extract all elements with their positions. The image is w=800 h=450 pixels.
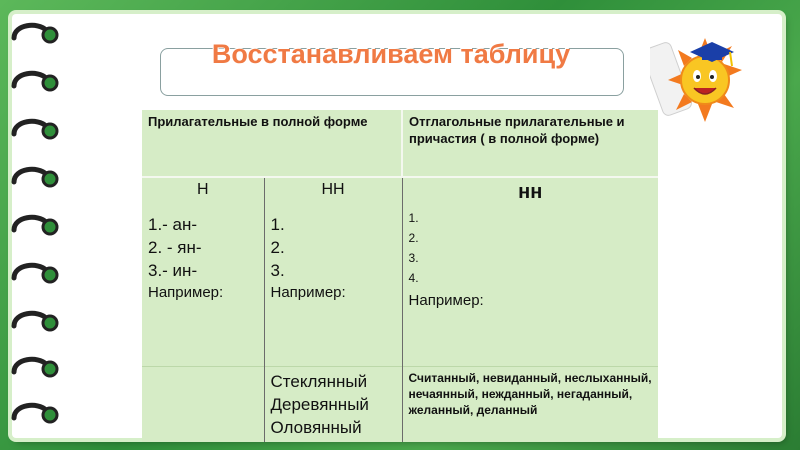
notebook-ring-icon	[8, 164, 64, 190]
participle-item: 1.	[408, 211, 419, 225]
n-suffix-cell	[142, 210, 264, 367]
nn-examples-cell	[264, 367, 402, 443]
notebook-ring-icon	[8, 308, 64, 334]
nn-example-label: Например:	[270, 284, 346, 301]
table-header-row	[142, 110, 658, 177]
nn-suffix-item: 2.	[270, 238, 285, 257]
slide-title: Восстанавливаем таблицу	[211, 39, 571, 69]
n-examples-cell	[142, 367, 264, 443]
participle-examples-text: Считанный, невиданный, неслыханный, нечаянный, нежданный, негаданный, желанный, деланный	[408, 371, 652, 417]
nn-example-word: Деревянный	[270, 395, 369, 414]
n-suffix-item: 3.- ин-	[148, 261, 198, 280]
notebook-ring-icon	[8, 400, 64, 426]
table-examples-row	[142, 367, 658, 443]
participle-item: 4.	[408, 271, 419, 285]
participle-example-label: Например:	[408, 292, 484, 309]
nn-example-word: Оловянный	[270, 418, 362, 437]
nn-suffix-cell	[264, 210, 402, 367]
notebook-ring-icon	[8, 116, 64, 142]
table-subheader-row	[142, 177, 658, 210]
subheader-nn-participle: нн	[518, 181, 543, 203]
sun-graduate-mascot-icon	[650, 30, 760, 130]
notebook-ring-icon	[8, 212, 64, 238]
nn-suffix-item: 3.	[270, 261, 285, 280]
n-example-label: Например:	[148, 284, 224, 301]
participle-cell	[402, 177, 658, 367]
header-adjectives: Прилагательные в полной форме	[142, 110, 402, 177]
n-suffix-item: 1.- ан-	[148, 215, 198, 234]
notebook-ring-icon	[8, 68, 64, 94]
nn-example-word: Стеклянный	[270, 372, 368, 391]
notebook-ring-icon	[8, 354, 64, 380]
participle-item: 3.	[408, 251, 419, 265]
nn-suffix-item: 1.	[270, 215, 285, 234]
rules-table	[142, 110, 658, 442]
n-suffix-item: 2. - ян-	[148, 238, 202, 257]
participle-item: 2.	[408, 231, 419, 245]
header-participles: Отглагольные прилагательные и причастия ( в полной форме)	[402, 110, 658, 177]
notebook-ring-icon	[8, 260, 64, 286]
participle-examples-cell	[402, 367, 658, 443]
subheader-n: Н	[142, 177, 264, 210]
notebook-ring-icon	[8, 20, 64, 46]
subheader-nn: НН	[264, 177, 402, 210]
